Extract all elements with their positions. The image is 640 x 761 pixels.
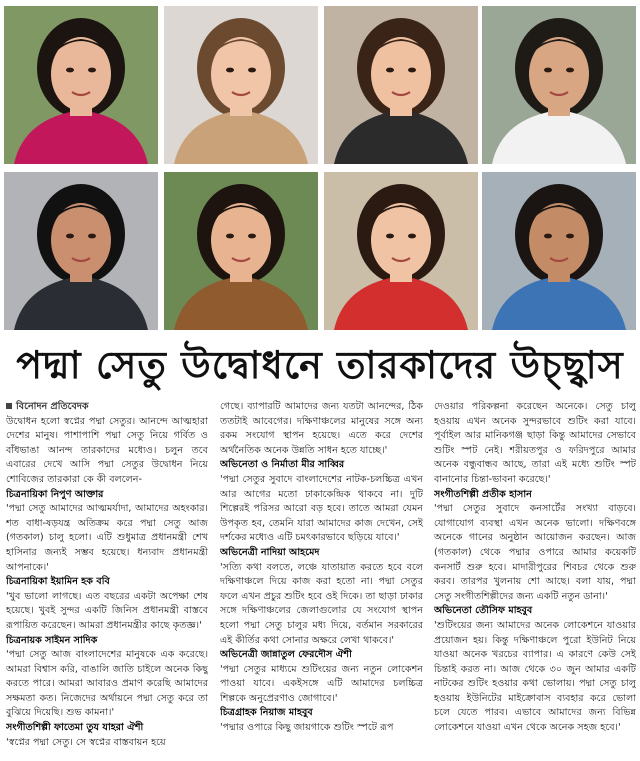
paragraph: 'পদ্মা সেতুর সুবাদে বাংলাদেশের নাটক-চলচ্চিত্র এখন আর আগের মতো ঢাকাকেন্দ্রিক থাকবে না। দুটি শিল্পেরই পরিসর আরো বড় হবে। তাতে আমরা যেমন উপকৃত হব, তেমনি যারা আমাদের কাজ দেখেন, সেই দর্শকের মধ্যেও এটি চমৎকারভাবে ছড়িয়ে যাবে।' [220, 473, 423, 544]
subhead: চিত্রনায়ক সাইমন সাদিক [6, 634, 98, 646]
subhead: সংগীতশিল্পী প্রতীক হাসান [434, 488, 532, 500]
portrait-icon [324, 172, 478, 330]
paragraph: দেওয়ার পরিকল্পনা করেছেন অনেকে। সেতু চালু হওয়ায় এখন অনেক সুন্দরভাবে শুটিং করা যাবে। পূর্বাইল আর মানিকগঞ্জ ছাড়া কিন্তু আমাদের সেভাবে শুটিং স্পট নেই। শরীয়তপুর ও ফরিদপুরে আমার অনেক বন্ধুবান্ধব আছে, তারা এই মধ্যে শুটিং স্পট বানানোর চিন্তা-ভাবনা করেছে।' [434, 401, 636, 485]
paragraph: 'পদ্মা সেতুর সুবাদে কনসার্টের সংখ্যা বাড়বে। যোগাযোগ ব্যবস্থা এখন অনেক ভালো। দক্ষিণবঙ্গে অনেকে গানের অনুষ্ঠান আয়োজন করছেন। আজ (গতকাল) থেকে পদ্মার ওপারে আমার কয়েকটি কনসার্ট শুরু হবে। মাদারীপুরের শিবচর থেকে শুরু করব। তারপর খুলনায় শো আছে। বলা যায়, পদ্মা সেতু সংগীতশিল্পীদের জন্য একটি নতুন ডানা।' [434, 503, 636, 602]
paragraph: 'পদ্মা সেতু আমাদের আত্মমর্যাদা, আমাদের অহংকার। শত বাধা-ষড়যন্ত্র অতিক্রম করে পদ্মা সেতু আজ (গতকাল) চালু হলো। এটি শুধুমাত্র প্রধানমন্ত্রী শেখ হাসিনার জন্যই সম্ভব হয়েছে। ধন্যবাদ প্রধানমন্ত্রী আপনাকে।' [6, 503, 208, 573]
bullet-icon [6, 403, 12, 409]
column-3 [434, 400, 636, 758]
paragraph: 'পদ্মার ওপারে কিছু জায়গাকে শুটিং স্পটে রূপ [220, 722, 394, 734]
column-1 [6, 400, 208, 758]
paragraph: 'স্বপ্নের পদ্মা সেতু। সে স্বপ্নের বাস্তবায়ন হয়ে [6, 736, 166, 748]
article-body [6, 400, 636, 758]
portrait-icon [482, 172, 636, 330]
paragraph: 'পদ্মা সেতুর মাধ্যমে শুটিংয়ের জন্য নতুন লোকেশন পাওয়া যাবে। একইসঙ্গে এটি আমাদের চলচ্চিত্র শিল্পকে অনুপ্রেরণাও জোগাবে।' [220, 663, 423, 704]
subhead: অভিনেতা ও নির্মাতা মীর সাব্বির [220, 459, 345, 471]
portrait-icon [482, 6, 636, 164]
photo-7 [324, 172, 478, 330]
portrait-icon [4, 6, 158, 164]
portrait-icon [4, 172, 158, 330]
paragraph: 'শুটিংয়ের জন্য আমাদের অনেক লোকেশনে যাওয়ার প্রয়োজন হয়। কিন্তু দক্ষিণাঞ্চলে পুরো ইউনিট নিয়ে যাওয়া অনেক খরচের ব্যাপার। এ কারণে কেউ সেই চিন্তাই করত না। আজ থেকে ৩০ জুন আমার একটি নাটকের শুটিং হওয়ার কথা ভোলায়। পদ্মা সেতু চালু হওয়ায় ইউনিটের মাইক্রোবাস ব্যবহার করে ভোলা চলে যেতে পারব। এভাবে আমাদের জন্য বিভিন্ন লোকেশনে যাওয়া এখন থেকে অনেক সহজ হবে।' [434, 619, 636, 734]
paragraph: উদ্বোধন হলো স্বপ্নের পদ্মা সেতুর। আনন্দে আত্মহারা দেশের মানুষ। পাশাপাশি পদ্মা সেতু নিয়ে গর্বিত ও বাঁধভাঙা আনন্দ তারকাদের মধ্যেও। চলুন তবে এবারের দেখে আসি পদ্মা সেতুর উদ্বোধন নিয়ে শোবিজের তারকারা কে কী বললেন- [6, 415, 208, 485]
photo-4 [482, 6, 636, 164]
paragraph: 'খুব ভালো লাগছে। এত বছরের একটা অপেক্ষা শেষ হয়েছে। খুবই সুন্দর একটি জিনিস প্রধানমন্ত্রী বাস্তবে রূপায়িত করেছেন। আমরা প্রধানমন্ত্রীর কাছে কৃতজ্ঞ।' [6, 590, 208, 631]
byline [6, 400, 208, 415]
subhead: অভিনেত্রী নাদিয়া আহমেদ [220, 546, 320, 558]
photo-6 [164, 172, 318, 330]
photo-2 [164, 6, 318, 164]
portrait-icon [164, 172, 318, 330]
photo-5 [4, 172, 158, 330]
subhead: চিত্রনায়িকা ইয়ামিন হক ববি [6, 576, 110, 588]
paragraph: 'সত্যি কথা বলতে, লঞ্চে যাতায়াত করতে হবে বলে দক্ষিণাঞ্চলে দিয়ে কাজ করা হতো না। পদ্মা সেতুর ফলে এখন প্রচুর শুটিং হবে ওই দিকে। তা ছাড়া ঢাকার সঙ্গে দক্ষিণাঞ্চলের জেলাগুলোর যে সংযোগ স্থাপন হলো পদ্মা সেতু চালুর মধ্য দিয়ে, বর্তমান সরকারের এই কীর্তির কথা সোনার অক্ষরে লেখা থাকবে।' [220, 561, 423, 646]
paragraph: গেছে। ব্যাপারটি আমাদের জন্য যতটা আনন্দের, ঠিক ততটাই আবেগের। দক্ষিণাঞ্চলের মানুষের সঙ্গে অন্য রকম সংযোগ স্থাপন হয়েছে। এতে করে দেশের অর্থনৈতিক অনেক উন্নতি সাধন হতে যাচ্ছে।' [220, 401, 423, 456]
portrait-icon [164, 6, 318, 164]
subhead: চিত্রগ্রাহক নিয়াজ মাহবুব [220, 707, 313, 719]
subhead: সংগীতশিল্পী ফাতেমা তুয যাহরা ঐশী [6, 722, 144, 734]
column-2 [220, 400, 423, 758]
photo-1 [4, 6, 158, 164]
paragraph: 'পদ্মা সেতু আজ বাংলাদেশের মানুষকে এক করেছে। আমরা বিশ্বাস করি, বাঙালি জাতি চাইলে অনেক কিছু করতে পারে। আমরা আবারও প্রমাণ করেছি আমাদের সক্ষমতা কত। নিজেদের অর্থায়নে পদ্মা সেতু করে তা বুঝিয়ে দিয়েছি। শুভ কামনা।' [6, 649, 208, 719]
photo-3 [324, 6, 478, 164]
headline: পদ্মা সেতু উদ্বোধনে তারকাদের উচ্ছ্বাস [16, 342, 624, 387]
subhead: চিত্রনায়িকা নিপুণ আক্তার [6, 488, 104, 500]
byline-text: বিনোদন প্রতিবেদক [16, 401, 89, 412]
subhead: অভিনেত্রী জান্নাতুল ফেরদৌস ঐশী [220, 649, 352, 661]
subhead: অভিনেতা তৌসিফ মাহবুব [434, 605, 533, 617]
photo-8 [482, 172, 636, 330]
portrait-icon [324, 6, 478, 164]
photo-grid [4, 2, 636, 334]
